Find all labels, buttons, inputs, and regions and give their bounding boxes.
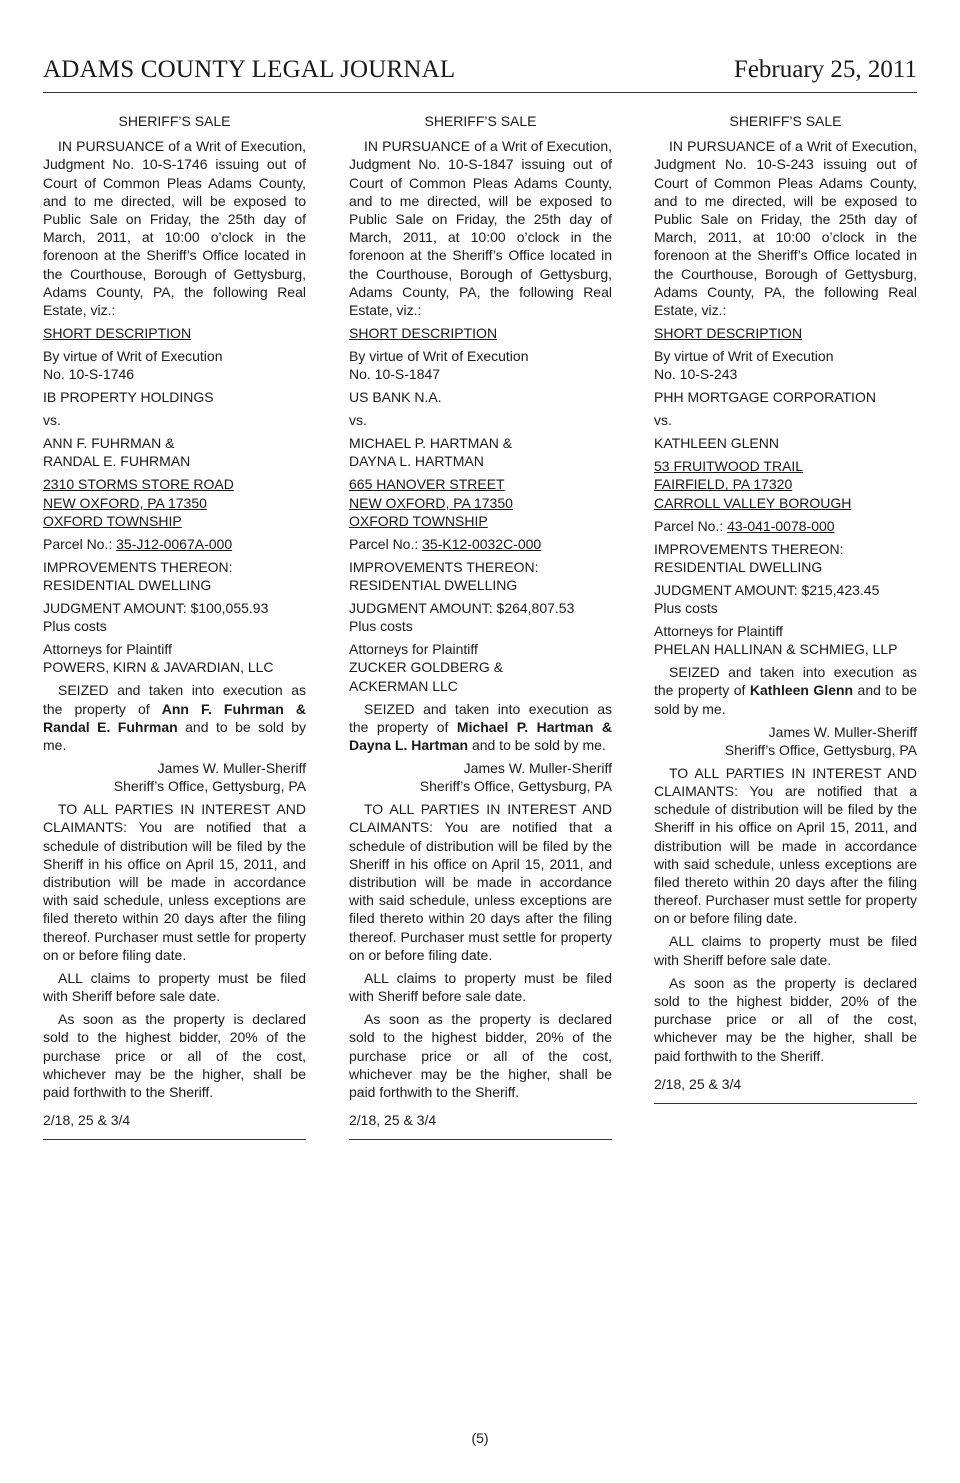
notice-heading: SHERIFF’S SALE	[729, 113, 842, 129]
sheriff-name: James W. Muller-Sheriff	[463, 760, 612, 777]
attorneys-label: Attorneys for Plaintiff	[349, 641, 478, 658]
writ-line: By virtue of Writ of Execution	[43, 348, 223, 365]
attorneys-name: POWERS, KIRN & JAVARDIAN, LLC	[43, 659, 274, 676]
sheriff-sale-notice	[43, 112, 306, 1140]
defendants	[349, 434, 612, 470]
plus-costs: Plus costs	[349, 618, 413, 635]
payment-terms: As soon as the property is declared sold to the highest bidder, 20% of the purchase price or all of the cost, whichever may be the higher, shall be paid forthwith to the Sheriff.	[349, 1011, 612, 1100]
parcel-number: 35-K12-0032C-000	[422, 535, 542, 552]
plus-costs: Plus costs	[654, 600, 718, 617]
judgment	[654, 581, 917, 617]
versus: vs.	[654, 412, 672, 429]
property-owners: Kathleen Glenn	[749, 682, 854, 699]
writ-number: No. 10-S-1746	[43, 366, 135, 383]
property-address	[349, 475, 612, 530]
seized-statement	[654, 663, 917, 718]
claims-filed: ALL claims to property must be filed with Sheriff before sale date.	[349, 969, 612, 1005]
versus: vs.	[43, 412, 61, 429]
attorneys-label: Attorneys for Plaintiff	[43, 641, 172, 658]
attorneys	[654, 622, 917, 658]
parcel	[43, 535, 306, 553]
address-line: OXFORD TOWNSHIP	[349, 512, 488, 529]
attorneys-name: ACKERMAN LLC	[349, 677, 458, 694]
publication-dates: 2/18, 25 & 3/4	[349, 1112, 437, 1129]
address-line: NEW OXFORD, PA 17350	[349, 494, 513, 511]
attorneys-label: Attorneys for Plaintiff	[654, 623, 783, 640]
plaintiff: PHH MORTGAGE CORPORATION	[654, 389, 876, 406]
page-number: (5)	[471, 1430, 489, 1446]
attorneys	[43, 640, 306, 676]
short-description-label: SHORT DESCRIPTION	[654, 325, 803, 342]
sheriff-signature	[43, 759, 306, 795]
sheriff-sale-notice	[654, 112, 917, 1104]
claims-notice: TO ALL PARTIES IN INTEREST AND CLAIMANTS: You are notified that a schedule of distribution will be filed by the Sheriff in his office on April 15, 2011, and distribution will be made in accordance with said schedule, unless exceptions are filed thereto within 20 days after the filing thereof. Purchaser must settle for property on or before filing date.	[43, 801, 306, 963]
claims-notice: TO ALL PARTIES IN INTEREST AND CLAIMANTS: You are notified that a schedule of distribution will be filed by the Sheriff in his office on April 15, 2011, and distribution will be made in accordance with said schedule, unless exceptions are filed thereto within 20 days after the filing thereof. Purchaser must settle for property on or before filing date.	[349, 801, 612, 963]
parcel-label: Parcel No.:	[654, 517, 724, 534]
notice-divider	[43, 1139, 306, 1140]
address-line: FAIRFIELD, PA 17320	[654, 476, 793, 493]
defendants	[654, 434, 917, 452]
attorneys	[349, 640, 612, 695]
parcel-number: 43-041-0078-000	[727, 517, 835, 534]
seized-text-end: and to be sold by me.	[471, 737, 606, 754]
versus: vs.	[349, 412, 367, 429]
writ-line: By virtue of Writ of Execution	[349, 348, 529, 365]
parcel	[654, 517, 917, 535]
sheriff-office: Sheriff’s Office, Gettysburg, PA	[113, 778, 306, 795]
defendant-line: ANN F. FUHRMAN &	[43, 435, 175, 452]
sheriff-office: Sheriff’s Office, Gettysburg, PA	[419, 778, 612, 795]
attorneys-name: PHELAN HALLINAN & SCHMIEG, LLP	[654, 641, 898, 658]
address-line: OXFORD TOWNSHIP	[43, 512, 182, 529]
seized-text: SEIZED and taken into execution as the property of	[654, 664, 917, 699]
improvements	[349, 558, 612, 594]
improvements-label: IMPROVEMENTS THEREON:	[349, 558, 539, 575]
address-line: 665 HANOVER STREET	[349, 476, 505, 493]
defendants	[43, 434, 306, 470]
defendant-line: RANDAL E. FUHRMAN	[43, 453, 191, 470]
notice-intro: IN PURSUANCE of a Writ of Execution, Judgment No. 10-S-1746 issuing out of Court of Common Pleas Adams County, and to me directed, will be exposed to Public Sale on Friday, the 25th day of March, 2011, at 10:00 o’clock in the forenoon at the Sheriff’s Office located in the Courthouse, Borough of Gettysburg, Adams County, PA, the following Real Estate, viz.:	[43, 138, 306, 319]
notice-intro: IN PURSUANCE of a Writ of Execution, Judgment No. 10-S-1847 issuing out of Court of Common Pleas Adams County, and to me directed, will be exposed to Public Sale on Friday, the 25th day of March, 2011, at 10:00 o’clock in the forenoon at the Sheriff’s Office located in the Courthouse, Borough of Gettysburg, Adams County, PA, the following Real Estate, viz.:	[349, 138, 612, 319]
parcel-number: 35-J12-0067A-000	[116, 535, 233, 552]
judgment	[43, 599, 306, 635]
address-line: 53 FRUITWOOD TRAIL	[654, 458, 804, 475]
notice-divider	[349, 1139, 612, 1140]
sheriff-name: James W. Muller-Sheriff	[157, 760, 306, 777]
short-description-label: SHORT DESCRIPTION	[349, 325, 498, 342]
writ-number: No. 10-S-243	[654, 366, 738, 383]
notice-heading: SHERIFF’S SALE	[118, 113, 231, 129]
claims-notice: TO ALL PARTIES IN INTEREST AND CLAIMANTS: You are notified that a schedule of distribution will be filed by the Sheriff in his office on April 15, 2011, and distribution will be made in accordance with said schedule, unless exceptions are filed thereto within 20 days after the filing thereof. Purchaser must settle for property on or before filing date.	[654, 764, 917, 927]
address-line: 2310 STORMS STORE ROAD	[43, 476, 234, 493]
seized-text-end: and to be sold by me.	[654, 682, 918, 717]
defendant-line: DAYNA L. HARTMAN	[349, 453, 484, 470]
seized-statement	[349, 700, 612, 755]
seized-text: SEIZED and taken into execution as the property of	[349, 700, 612, 735]
payment-terms: As soon as the property is declared sold to the highest bidder, 20% of the purchase price or all of the cost, whichever may be the higher, shall be paid forthwith to the Sheriff.	[654, 974, 917, 1064]
property-owners: Ann F. Fuhrman & Randal E. Fuhrman	[43, 700, 306, 735]
writ-line: By virtue of Writ of Execution	[654, 348, 834, 365]
journal-title: ADAMS COUNTY LEGAL JOURNAL	[43, 56, 456, 83]
seized-text: SEIZED and taken into execution as the property of	[43, 682, 306, 717]
sheriff-name: James W. Muller-Sheriff	[768, 723, 917, 740]
payment-terms: As soon as the property is declared sold to the highest bidder, 20% of the purchase price or all of the cost, whichever may be the higher, shall be paid forthwith to the Sheriff.	[43, 1011, 306, 1100]
address-line: NEW OXFORD, PA 17350	[43, 494, 207, 511]
writ-block	[43, 347, 306, 383]
improvements-value: RESIDENTIAL DWELLING	[654, 558, 823, 575]
claims-filed: ALL claims to property must be filed with Sheriff before sale date.	[43, 969, 306, 1005]
parcel-label: Parcel No.:	[43, 535, 113, 552]
defendant-line: MICHAEL P. HARTMAN &	[349, 435, 513, 452]
judgment-amount: JUDGMENT AMOUNT: $100,055.93	[43, 600, 269, 617]
address-line: CARROLL VALLEY BOROUGH	[654, 494, 852, 511]
plus-costs: Plus costs	[43, 618, 107, 635]
improvements-label: IMPROVEMENTS THEREON:	[43, 558, 233, 575]
property-address	[654, 457, 917, 512]
sheriff-signature	[349, 759, 612, 795]
seized-statement	[43, 681, 306, 754]
sheriff-office: Sheriff’s Office, Gettysburg, PA	[724, 741, 917, 758]
page-header	[43, 54, 917, 93]
improvements	[654, 540, 917, 576]
writ-number: No. 10-S-1847	[349, 366, 441, 383]
property-address	[43, 475, 306, 530]
improvements-value: RESIDENTIAL DWELLING	[349, 577, 518, 594]
defendant-line: KATHLEEN GLENN	[654, 435, 779, 452]
publication-dates: 2/18, 25 & 3/4	[43, 1112, 131, 1129]
judgment	[349, 599, 612, 635]
parcel	[349, 535, 612, 553]
seized-text-end: and to be sold by me.	[43, 718, 306, 754]
short-description-label: SHORT DESCRIPTION	[43, 325, 192, 342]
publication-dates: 2/18, 25 & 3/4	[654, 1075, 742, 1092]
improvements-label: IMPROVEMENTS THEREON:	[654, 540, 844, 557]
judgment-amount: JUDGMENT AMOUNT: $264,807.53	[349, 600, 575, 617]
parcel-label: Parcel No.:	[349, 535, 419, 552]
improvements	[43, 558, 306, 594]
notice-heading: SHERIFF’S SALE	[424, 113, 537, 129]
notice-intro: IN PURSUANCE of a Writ of Execution, Judgment No. 10-S-243 issuing out of Court of Common Pleas Adams County, and to me directed, will be exposed to Public Sale on Friday, the 25th day of March, 2011, at 10:00 o’clock in the forenoon at the Sheriff’s Office located in the Courthouse, Borough of Gettysburg, Adams County, PA, the following Real Estate, viz.:	[654, 138, 917, 319]
issue-date: February 25, 2011	[733, 56, 917, 83]
writ-block	[349, 347, 612, 383]
judgment-amount: JUDGMENT AMOUNT: $215,423.45	[654, 581, 880, 598]
attorneys-name: ZUCKER GOLDBERG &	[349, 659, 504, 676]
plaintiff: US BANK N.A.	[349, 389, 442, 406]
sheriff-sale-notice	[349, 112, 612, 1140]
claims-filed: ALL claims to property must be filed with Sheriff before sale date.	[654, 933, 917, 968]
improvements-value: RESIDENTIAL DWELLING	[43, 577, 212, 594]
writ-block	[654, 347, 917, 383]
plaintiff: IB PROPERTY HOLDINGS	[43, 389, 214, 406]
notice-divider	[654, 1103, 917, 1104]
property-owners: Michael P. Hartman & Dayna L. Hartman	[349, 718, 612, 754]
sheriff-signature	[654, 723, 917, 759]
